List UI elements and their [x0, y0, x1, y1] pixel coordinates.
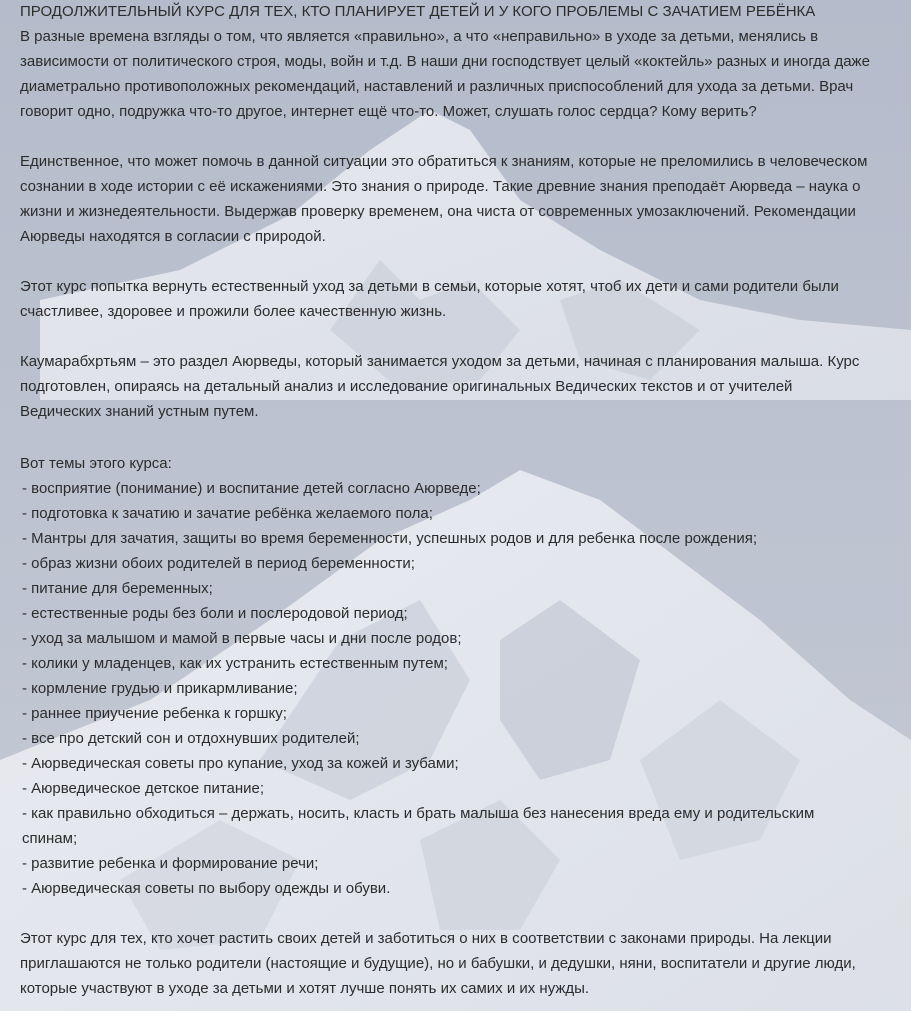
paragraph-audience: Этот курс для тех, кто хочет растить своих детей и заботиться о них в соответствии с законами природы. На лекции приглашаются не только родители (настоящие и будущие), но и бабушки, и дедушки, няни, воспитатели и другие люди, которые участвуют в уходе за детьми и хотят лучше понять их самих и их нужды. [20, 930, 856, 997]
list-item: - развитие ребенка и формирование речи; [22, 855, 319, 872]
list-item: - как правильно обходиться – держать, носить, класть и брать малыша без нанесения вреда ему и родительским спинам; [22, 805, 815, 847]
paragraph-kaumarabhrityam: Каумарабхртьям – это раздел Аюрведы, который занимается уходом за детьми, начиная с планирования малыша. Курс подготовлен, опираясь на детальный анализ и исследование оригинальных Ведических текстов и от учителей Ведических знаний устным путем. [20, 353, 860, 420]
list-item: - кормление грудью и прикармливание; [22, 680, 298, 697]
list-item: - все про детский сон и отдохнувших родителей; [22, 730, 360, 747]
list-item: - Аюрведическая советы про купание, уход за кожей и зубами; [22, 755, 459, 772]
list-item: - образ жизни обоих родителей в период беременности; [22, 555, 415, 572]
list-item: - восприятие (понимание) и воспитание детей согласно Аюрведе; [22, 480, 481, 497]
list-item: - раннее приучение ребенка к горшку; [22, 705, 287, 722]
list-item: - естественные роды без боли и послеродовой период; [22, 605, 408, 622]
list-item: - колики у младенцев, как их устранить естественным путем; [22, 655, 448, 672]
paragraph-intro: В разные времена взгляды о том, что является «правильно», а что «неправильно» в уходе за детьми, менялись в зависимости от политического строя, моды, войн и т.д. В наши дни господствует целый «коктейль» разных и иногда даже диаметрально противоположных рекомендаций, наставлений и различных приспособлений для ухода за детьми. Врач говорит одно, подружка что-то другое, интернет ещё что-то. Может, слушать голос сердца? Кому верить? [20, 28, 870, 120]
course-description [20, 0, 900, 1001]
list-item: - Аюрведическое детское питание; [22, 780, 265, 797]
list-item: - подготовка к зачатию и зачатие ребёнка желаемого пола; [22, 505, 433, 522]
page-title: ПРОДОЛЖИТЕЛЬНЫЙ КУРС ДЛЯ ТЕХ, КТО ПЛАНИРУЕТ ДЕТЕЙ И У КОГО ПРОБЛЕМЫ С ЗАЧАТИЕМ РЕБЁНКА [20, 3, 816, 20]
list-item: - уход за малышом и мамой в первые часы и дни после родов; [22, 630, 462, 647]
topics-heading: Вот темы этого курса: [20, 455, 172, 472]
list-item: - Аюрведическая советы по выбору одежды и обуви. [22, 880, 391, 897]
list-item: - Мантры для зачатия, защиты во время беременности, успешных родов и для ребенка после рождения; [22, 530, 758, 547]
paragraph-course-goal: Этот курс попытка вернуть естественный уход за детьми в семьи, которые хотят, чтоб их дети и сами родители были счастливее, здоровее и прожили более качественную жизнь. [20, 278, 839, 320]
topics-list [20, 476, 900, 901]
list-item: - питание для беременных; [22, 580, 213, 597]
paragraph-knowledge: Единственное, что может помочь в данной ситуации это обратиться к знаниям, которые не преломились в человеческом сознании в ходе истории с её искажениями. Это знания о природе. Такие древние знания преподаёт Аюрведа – наука о жизни и жизнедеятельности. Выдержав проверку временем, она чиста от современных умозаключений. Рекомендации Аюрведы находятся в согласии с природой. [20, 153, 868, 245]
